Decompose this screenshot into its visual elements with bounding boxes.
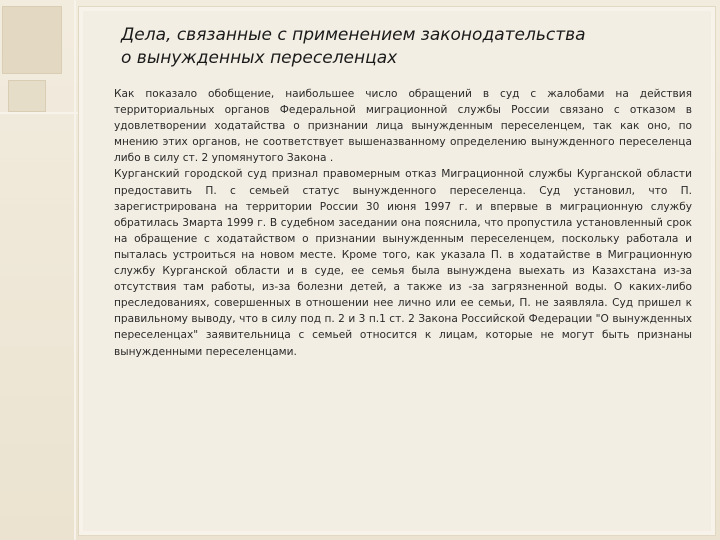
decorative-line-vertical xyxy=(74,0,76,540)
decorative-line-horizontal xyxy=(0,112,80,114)
slide-title-line-1: Дела, связанные с применением законодательства xyxy=(121,25,586,45)
slide-title-line-2: о вынужденных переселенцах xyxy=(121,48,398,68)
slide-body xyxy=(114,86,692,360)
paragraph-court-case: Курганский городской суд признал правомерным отказ Миграционной службы Курганской области предоставить П. с семьей статус вынужденного переселенца. Суд установил, что П. зарегистрирована на территории России 30 июня 1997 г. и впервые в миграционную службу обратилась 3марта 1999 г. В судебном заседании она пояснила, что пропустила установленный срок на обращение с ходатайством о признании вынужденным переселенцем, поскольку работала и пыталась устроиться на новом месте. Кроме того, как указала П. в ходатайстве в Миграционную службу Курганской области и в суде, ее семья была вынуждена выехать из Казахстана из-за отсутствия там работы, из-за болезни детей, а также из -за загрязненной воды. О каких-либо преследованиях, совершенных в отношении нее лично или ее семьи, П. не заявляла. Суд пришел к правильному выводу, что в силу под п. 2 и 3 п.1 ст. 2 Закона Российской Федерации "О вынужденных переселенцах" заявительница с семьей относится к лицам, которые не могут быть признаны вынужденными переселенцами. xyxy=(114,168,692,358)
decorative-square xyxy=(2,6,62,74)
decorative-square-small xyxy=(8,80,46,112)
paragraph-overview: Как показало обобщение, наибольшее число обращений в суд с жалобами на действия территориальных органов Федеральной миграционной службы России связано с отказом в удовлетворении ходатайства о признании лица вынужденным переселенцем, так как оно, по мнению этих органов, не соответствует вышеназванному определению вынужденного переселенца либо в силу ст. 2 упомянутого Закона . xyxy=(114,88,692,165)
slide-title xyxy=(121,24,681,70)
